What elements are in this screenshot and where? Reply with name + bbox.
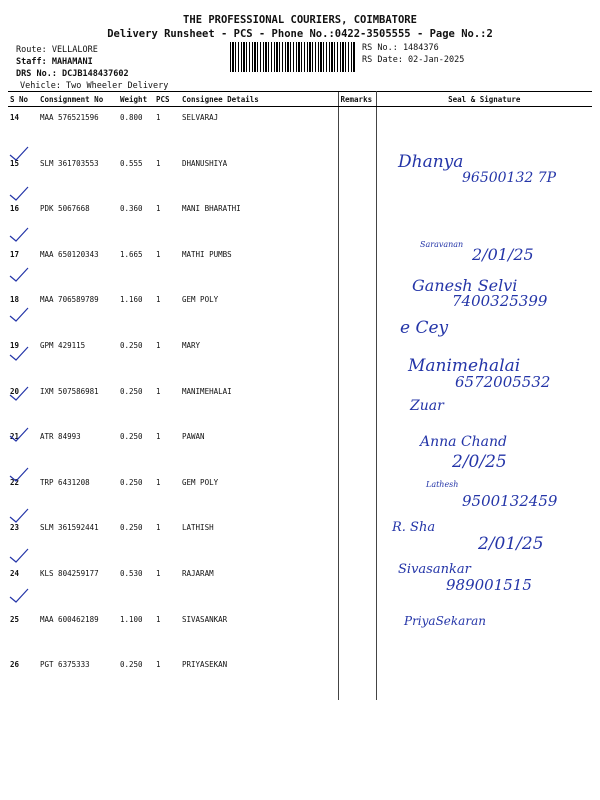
cell-remarks xyxy=(338,426,376,472)
cell-remarks xyxy=(338,198,376,244)
cell-consignee: MANIMEHALAI xyxy=(182,386,232,396)
rs-date: RS Date: 02-Jan-2025 xyxy=(362,55,465,65)
cell-sno: 26 xyxy=(10,660,20,670)
cell-consignment: PGT 6375333 xyxy=(40,660,90,670)
col-remarks: Remarks xyxy=(338,92,376,107)
cell-consignee: SIVASANKAR xyxy=(182,614,228,624)
cell-pcs: 1 xyxy=(156,158,161,168)
cell-consignment: MAA 650120343 xyxy=(40,249,99,259)
checkmark-icon xyxy=(8,587,30,605)
checkmark-icon xyxy=(8,385,30,403)
cell-weight: 1.100 xyxy=(120,614,143,624)
checkmark-icon xyxy=(8,266,30,284)
checkmark-icon xyxy=(8,507,30,525)
cell-weight: 0.530 xyxy=(120,568,143,578)
signature-18-name: Ganesh Selvi xyxy=(412,276,518,295)
table-row xyxy=(8,609,592,655)
cell-sno: 17 xyxy=(10,249,20,259)
checkmark-icon xyxy=(8,426,30,444)
company-name: THE PROFESSIONAL COURIERS, COIMBATORE xyxy=(183,14,417,26)
cell-pcs: 1 xyxy=(156,568,161,578)
cell-pcs: 1 xyxy=(156,295,161,305)
checkmark-icon xyxy=(8,226,30,244)
cell-consignee: GEM POLY xyxy=(182,477,219,487)
signature-26-name: PriyaSekaran xyxy=(404,614,486,628)
staff-label: Staff: MAHAMANI xyxy=(16,57,93,67)
cell-weight: 1.160 xyxy=(120,295,143,305)
cell-remarks xyxy=(338,335,376,381)
cell-signature xyxy=(376,198,592,244)
cell-pcs: 1 xyxy=(156,523,161,533)
signature-15-name: Dhanya xyxy=(398,152,464,172)
cell-consignment: MAA 600462189 xyxy=(40,614,99,624)
cell-consignment: ATR 84993 xyxy=(40,432,81,442)
barcode-image xyxy=(230,42,356,72)
col-weight: Weight xyxy=(118,92,154,107)
signature-24-date: 2/01/25 xyxy=(478,534,544,554)
cell-remarks xyxy=(338,609,376,655)
cell-pcs: 1 xyxy=(156,204,161,214)
table-row xyxy=(8,654,592,700)
signature-21-mark: Zuar xyxy=(410,398,444,414)
signature-15-phone: 96500132 7P xyxy=(462,170,557,186)
cell-pcs: 1 xyxy=(156,386,161,396)
checkmark-icon xyxy=(8,185,30,203)
signature-22-name: Anna Chand xyxy=(420,434,507,450)
cell-sno: 21 xyxy=(10,432,20,442)
cell-consignment: GPM 429115 xyxy=(40,340,86,350)
signature-25-name: Sivasankar xyxy=(398,562,471,577)
cell-consignee: PRIYASEKAN xyxy=(182,660,228,670)
cell-consignment: TRP 6431208 xyxy=(40,477,90,487)
cell-remarks xyxy=(338,244,376,290)
signature-18-phone: 7400325399 xyxy=(452,292,548,310)
cell-sno: 15 xyxy=(10,158,20,168)
cell-weight: 0.250 xyxy=(120,386,143,396)
cell-consignee: MARY xyxy=(182,340,201,350)
route-label: Route: VELLALORE xyxy=(16,45,98,55)
table-row xyxy=(8,107,592,153)
cell-consignee: MATHI PUMBS xyxy=(182,249,232,259)
table-header-row xyxy=(8,92,592,107)
cell-pcs: 1 xyxy=(156,432,161,442)
cell-remarks xyxy=(338,289,376,335)
cell-remarks xyxy=(338,381,376,427)
cell-weight: 0.360 xyxy=(120,204,143,214)
checkmark-icon xyxy=(8,306,30,324)
signature-17-date: 2/01/25 xyxy=(472,245,534,264)
cell-signature xyxy=(376,654,592,700)
signature-17-name: Saravanan xyxy=(420,240,464,249)
cell-sno: 23 xyxy=(10,523,20,533)
signature-20-phone: 6572005532 xyxy=(455,373,551,391)
signature-19-mark: e Cey xyxy=(400,318,449,338)
cell-pcs: 1 xyxy=(156,477,161,487)
cell-pcs: 1 xyxy=(156,340,161,350)
rs-number: RS No.: 1484376 xyxy=(362,43,439,53)
cell-signature xyxy=(376,107,592,153)
col-consignment: Consignment No xyxy=(38,92,118,107)
signature-24-name: R. Sha xyxy=(392,520,436,535)
cell-consignee: MANI BHARATHI xyxy=(182,204,241,214)
checkmark-icon xyxy=(8,466,30,484)
cell-consignee: DHANUSHIYA xyxy=(182,158,228,168)
runsheet-subtitle: Delivery Runsheet - PCS - Phone No.:0422-3505555 - Page No.:2 xyxy=(107,28,493,40)
cell-sno: 20 xyxy=(10,386,20,396)
cell-consignee: PAWAN xyxy=(182,432,205,442)
cell-pcs: 1 xyxy=(156,614,161,624)
cell-sno: 18 xyxy=(10,295,20,305)
cell-sno: 24 xyxy=(10,568,20,578)
cell-consignee: RAJARAM xyxy=(182,568,214,578)
cell-consignment: PDK 5067668 xyxy=(40,204,90,214)
table-row xyxy=(8,198,592,244)
cell-consignment: MAA 706589789 xyxy=(40,295,99,305)
signature-25-phone: 989001515 xyxy=(446,576,532,594)
cell-pcs: 1 xyxy=(156,249,161,259)
cell-weight: 0.250 xyxy=(120,660,143,670)
cell-pcs: 1 xyxy=(156,660,161,670)
cell-sno: 19 xyxy=(10,340,20,350)
col-signature: Seal & Signature xyxy=(376,92,592,107)
cell-consignment: IXM 507586981 xyxy=(40,386,99,396)
cell-weight: 0.555 xyxy=(120,158,143,168)
drs-number: DRS No.: DCJB148437602 xyxy=(16,69,129,79)
cell-remarks xyxy=(338,107,376,153)
signature-20-name: Manimehalai xyxy=(408,356,521,376)
cell-consignee: LATHISH xyxy=(182,523,214,533)
cell-pcs: 1 xyxy=(156,113,161,122)
cell-consignment: SLM 361592441 xyxy=(40,523,99,533)
signature-23-name: Lathesh xyxy=(426,480,459,489)
cell-remarks xyxy=(338,563,376,609)
cell-remarks xyxy=(338,153,376,199)
checkmark-icon xyxy=(8,145,30,163)
cell-sno: 22 xyxy=(10,477,20,487)
col-sno: S No xyxy=(8,92,38,107)
cell-remarks xyxy=(338,472,376,518)
cell-remarks xyxy=(338,654,376,700)
cell-consignee: SELVARAJ xyxy=(182,113,219,122)
cell-weight: 1.665 xyxy=(120,249,143,259)
cell-consignment: MAA 576521596 xyxy=(40,113,99,122)
checkmark-icon xyxy=(8,547,30,565)
cell-weight: 0.250 xyxy=(120,477,143,487)
cell-sno: 16 xyxy=(10,204,20,214)
cell-sno: 14 xyxy=(10,113,20,122)
cell-consignment: KLS 804259177 xyxy=(40,568,99,578)
cell-weight: 0.250 xyxy=(120,523,143,533)
cell-weight: 0.250 xyxy=(120,340,143,350)
col-consignee: Consignee Details xyxy=(180,92,338,107)
cell-consignment: SLM 361703553 xyxy=(40,158,99,168)
cell-weight: 0.800 xyxy=(120,113,143,122)
cell-sno: 25 xyxy=(10,614,20,624)
signature-23-phone: 9500132459 xyxy=(462,492,558,510)
cell-remarks xyxy=(338,517,376,563)
vehicle-label: Vehicle: Two Wheeler Delivery xyxy=(20,81,169,91)
signature-22-date: 2/0/25 xyxy=(452,452,507,472)
cell-consignee: GEM POLY xyxy=(182,295,219,305)
col-pcs: PCS xyxy=(154,92,180,107)
cell-weight: 0.250 xyxy=(120,432,143,442)
checkmark-icon xyxy=(8,345,30,363)
